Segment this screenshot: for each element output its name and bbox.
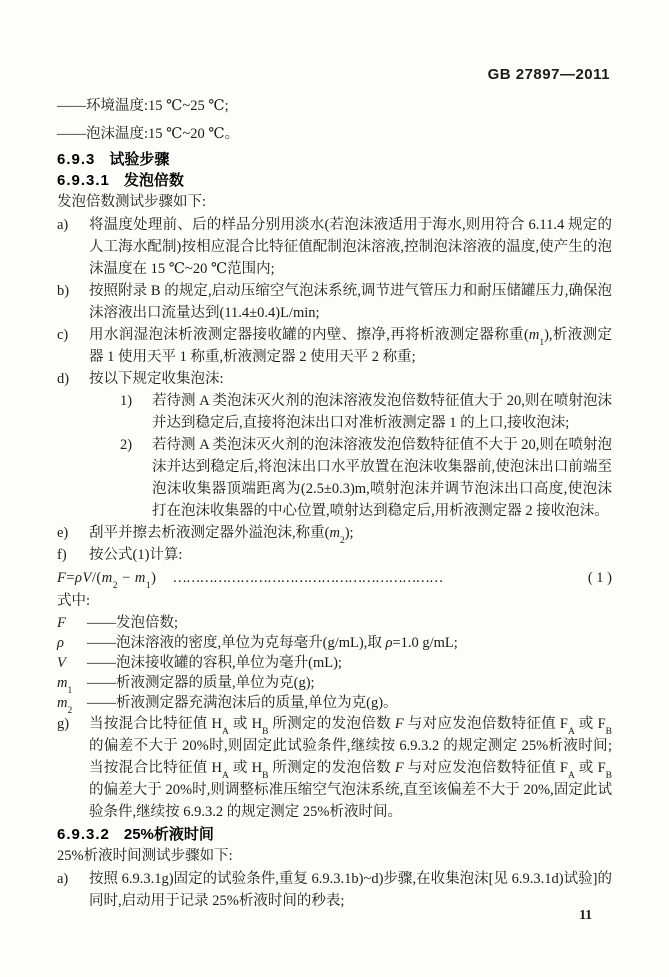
list-body: 按照 6.9.3.1g)固定的试验条件,重复 6.9.3.1b)~d)步骤,在收集泡沫[见 6.9.3.1d)试验]的同时,启动用于记录 25%析液时间的秒表; xyxy=(89,871,612,909)
heading-number: 6.9.3.1 xyxy=(57,172,110,189)
list-item-c xyxy=(57,324,612,368)
list-item-e xyxy=(57,522,612,544)
heading-number: 6.9.3.2 xyxy=(57,826,110,843)
list-marker: e) xyxy=(57,525,69,541)
def-text: ——发泡倍数; xyxy=(87,615,179,631)
list-marker: a) xyxy=(57,217,69,233)
heading-title: 发泡倍数 xyxy=(123,172,184,189)
list-item-f xyxy=(57,544,612,566)
list-body: 按以下规定收集泡沫: xyxy=(89,371,224,387)
condition-foam-temp-line: ——泡沫温度:15 ℃~20 ℃。 xyxy=(57,126,240,142)
list-marker: b) xyxy=(57,283,70,299)
standard-number: GB 27897—2011 xyxy=(487,66,610,83)
heading-title: 试验步骤 xyxy=(109,151,170,168)
def-symbol: F xyxy=(57,615,66,631)
def-symbol: $m_1$ xyxy=(57,675,73,696)
list-body: 若待测 A 类泡沫灭火剂的泡沫溶液发泡倍数特征值大于 20,则在喷射泡沫并达到稳定后,直接将泡沫出口对准析液测定器 1 的上口,接收泡沫; xyxy=(152,393,612,431)
def-symbol: ρ xyxy=(57,635,64,651)
list-item-d xyxy=(57,368,612,390)
where-label: 式中: xyxy=(57,593,91,609)
intro-drainage: 25%析液时间测试步骤如下: xyxy=(57,848,233,864)
list-marker: c) xyxy=(57,327,69,343)
list-body: 若待测 A 类泡沫灭火剂的泡沫溶液发泡倍数特征值不大于 20,则在喷射泡沫并达到稳定后,将泡沫出口水平放置在泡沫收集器前,使泡沫出口前端至泡沫收集器顶端距离为(2.5±0.3)m,喷射泡沫并调节泡沫出口高度,使泡沫打在泡沫收集器的中心位置,喷射达到稳定后,用析液测定器 2 接收泡沫。 xyxy=(152,437,612,519)
list-marker: 1) xyxy=(120,393,133,409)
list-marker: 2) xyxy=(120,437,133,453)
def-symbol: V xyxy=(57,655,66,671)
def-text: ——析液测定器充满泡沫后的质量,单位为克(g)。 xyxy=(87,695,398,711)
symbol-def-F xyxy=(57,613,612,633)
list-body: 按照附录 B 的规定,启动压缩空气泡沫系统,调节进气管压力和耐压储罐压力,确保泡沫溶液出口流量达到(11.4±0.4)L/min; xyxy=(89,283,612,321)
symbol-def-V xyxy=(57,653,612,673)
def-text: ——析液测定器的质量,单位为克(g); xyxy=(87,675,315,691)
list-marker: f) xyxy=(57,547,67,563)
formula-leader-dots: …………………………………………………… xyxy=(172,570,443,586)
page-number: 11 xyxy=(579,907,592,922)
symbol-def-m1 xyxy=(57,673,612,696)
def-symbol: $m_2$ xyxy=(57,695,73,716)
list-marker: g) xyxy=(57,716,70,732)
list-item-g xyxy=(57,713,612,823)
def-text: ——泡沫接收罐的容积,单位为毫升(mL); xyxy=(87,655,342,671)
list-item-b xyxy=(57,280,612,324)
list-marker: a) xyxy=(57,871,69,887)
list-item-drainage-a xyxy=(57,868,612,912)
def-text: ——泡沫溶液的密度,单位为克每毫升(g/mL),取 ρ=1.0 g/mL; xyxy=(87,635,458,651)
sublist-item-2 xyxy=(57,434,612,522)
page-content xyxy=(57,92,612,912)
symbol-def-m2 xyxy=(57,693,612,716)
formula-number: ( 1 ) xyxy=(587,570,612,586)
heading-number: 6.9.3 xyxy=(57,151,96,168)
condition-ambient-temp-line: ——环境温度:15 ℃~25 ℃; xyxy=(57,98,229,114)
intro-foaming: 发泡倍数测试步骤如下: xyxy=(57,194,207,210)
list-body: 按公式(1)计算: xyxy=(89,547,183,563)
formula-expression: $F=\rho V/(m_2 - m_1)$ xyxy=(57,570,157,591)
sublist-item-1 xyxy=(57,390,612,434)
symbol-def-rho xyxy=(57,633,612,653)
list-body: 刮平并擦去析液测定器外溢泡沫,称重$(m_2)$; xyxy=(89,525,354,546)
heading-6-9-3 xyxy=(57,148,612,169)
list-body: 当按混合比特征值 $H_A$ 或 $H_B$ 所测定的发泡倍数 F 与对应发泡倍数特征值 $F_A$ 或 $F_B$ 的偏差不大于 20%时,则固定此试验条件,继续按 6.9.3.2 的规定测定 25%析液时间;当按混合比特征值 $H_A$ 或 $H_B$ 所测定的发泡倍数 F 与对应发泡倍数特征值 $F_A$ 或 $F_B$ 的偏差大于 20%时,则调整标准压缩空气泡沫系统,直至该偏差不大于 20%,固定此试验条件,继续按 6.9.3.2 的规定测定 25%析液时间。 xyxy=(89,716,612,820)
heading-title: 25%析液时间 xyxy=(123,826,214,843)
heading-6-9-3-2 xyxy=(57,823,612,844)
list-body: 用水润湿泡沫析液测定器接收罐的内壁、擦净,再将析液测定器称重$(m_1)$,析液测定器 1 使用天平 1 称重,析液测定器 2 使用天平 2 称重; xyxy=(89,327,612,365)
heading-6-9-3-1 xyxy=(57,169,612,190)
list-item-a xyxy=(57,214,612,280)
list-body: 将温度处理前、后的样品分别用淡水(若泡沫液适用于海水,则用符合 6.11.4 规定的人工海水配制)按相应混合比特征值配制泡沫溶液,控制泡沫溶液的温度,使产生的泡沫温度在 15 ℃~20 ℃范围内; xyxy=(89,217,612,277)
formula-1 xyxy=(57,566,612,590)
list-marker: d) xyxy=(57,371,70,387)
